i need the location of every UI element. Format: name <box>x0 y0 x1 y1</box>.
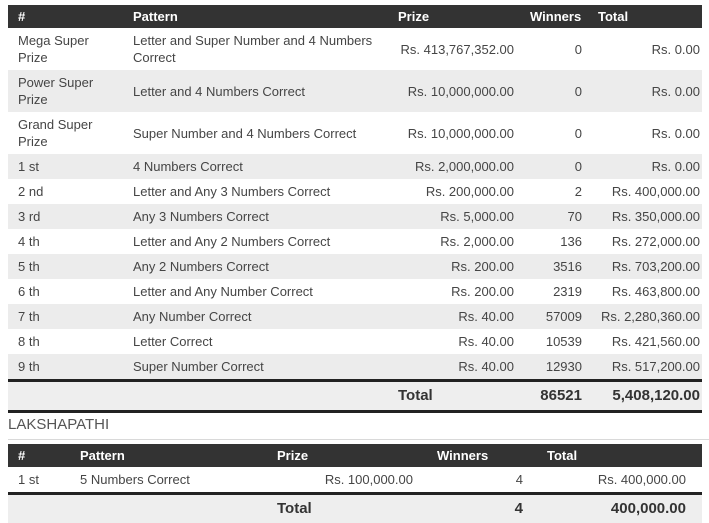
winners-cell: 12930 <box>522 354 590 381</box>
rank-cell: 8 th <box>18 334 40 349</box>
total-cell: Rs. 400,000.00 <box>611 184 700 199</box>
table-row <box>8 70 702 112</box>
total-cell: Rs. 0.00 <box>590 70 702 112</box>
pattern-cell: Any 2 Numbers Correct <box>125 254 390 279</box>
rank-cell: 4 th <box>18 234 40 249</box>
table-row <box>8 279 702 304</box>
winners-cell: 0 <box>522 70 590 112</box>
winners-cell: 136 <box>560 234 582 249</box>
table-row <box>8 254 702 279</box>
rank-cell: 7 th <box>8 304 125 329</box>
pattern-cell: 4 Numbers Correct <box>125 154 390 179</box>
pattern-cell: Letter and Any 2 Numbers Correct <box>133 234 331 249</box>
grand-total-row <box>8 494 702 523</box>
winners-cell: 57009 <box>522 304 590 329</box>
col-header-winners: Winners <box>429 444 539 467</box>
empty-cell <box>8 494 72 523</box>
pattern-cell: Any 3 Numbers Correct <box>125 204 390 229</box>
table-row <box>8 329 702 354</box>
grand-total-row <box>8 381 702 412</box>
pattern-cell: Super Number and 4 Numbers Correct <box>133 125 357 141</box>
col-header-winners: Winners <box>522 5 590 28</box>
col-header-prize: Prize <box>390 5 522 28</box>
prize-cell: Rs. 413,767,352.00 <box>400 41 514 57</box>
total-cell: Rs. 421,560.00 <box>611 334 700 349</box>
prize-cell: Rs. 40.00 <box>390 304 522 329</box>
total-cell: Rs. 0.00 <box>651 125 700 141</box>
table-row <box>8 229 702 254</box>
total-cell: Rs. 0.00 <box>590 154 702 179</box>
col-header-rank: # <box>8 444 72 467</box>
total-cell: Rs. 0.00 <box>651 41 700 57</box>
empty-cell <box>125 381 390 412</box>
table-row <box>8 154 702 179</box>
empty-cell <box>72 494 269 523</box>
section-heading-lakshapathi: LAKSHAPATHI <box>8 417 709 440</box>
pattern-cell: Letter and Any Number Correct <box>133 284 313 299</box>
winners-cell: 10539 <box>545 334 582 349</box>
total-amount-value: 5,408,120.00 <box>590 381 702 412</box>
total-cell: Rs. 2,280,360.00 <box>590 304 702 329</box>
lakshapathi-results-table <box>8 444 702 523</box>
pattern-cell: Super Number Correct <box>125 354 390 381</box>
rank-cell: 2 nd <box>18 184 44 199</box>
col-header-total: Total <box>590 5 702 28</box>
table-row <box>8 467 702 494</box>
pattern-cell: Letter and Super Number and 4 Numbers Correct <box>133 33 373 65</box>
total-amount-value: 400,000.00 <box>539 494 702 523</box>
col-header-total: Total <box>539 444 702 467</box>
total-cell: Rs. 517,200.00 <box>590 354 702 381</box>
col-header-prize: Prize <box>269 444 429 467</box>
winners-cell: 0 <box>522 154 590 179</box>
prize-cell: Rs. 40.00 <box>390 354 522 381</box>
table-row <box>8 204 702 229</box>
empty-cell <box>8 381 125 412</box>
table-row <box>8 304 702 329</box>
prize-cell: Rs. 200.00 <box>451 284 514 299</box>
total-cell: Rs. 350,000.00 <box>590 204 702 229</box>
rank-cell: 3 rd <box>8 204 125 229</box>
table-row <box>8 112 702 154</box>
total-cell: Rs. 463,800.00 <box>611 284 700 299</box>
winners-cell: 0 <box>574 125 582 141</box>
table-row <box>8 354 702 381</box>
pattern-cell: Letter and Any 3 Numbers Correct <box>133 184 331 199</box>
rank-cell: 5 th <box>8 254 125 279</box>
prize-cell: Rs. 5,000.00 <box>390 204 522 229</box>
total-winners-value: 86521 <box>522 381 590 412</box>
table-header-row <box>8 5 702 28</box>
pattern-cell: Letter and 4 Numbers Correct <box>125 70 390 112</box>
rank-cell: 1 st <box>8 154 125 179</box>
total-label: Total <box>390 381 522 412</box>
pattern-cell: Letter Correct <box>133 334 213 349</box>
prize-cell: Rs. 100,000.00 <box>324 472 413 487</box>
col-header-pattern: Pattern <box>125 5 390 28</box>
winners-cell: 2 <box>574 184 582 199</box>
table-row <box>8 28 702 70</box>
table-header-row <box>8 444 702 467</box>
col-header-pattern: Pattern <box>72 444 269 467</box>
total-cell: Rs. 703,200.00 <box>590 254 702 279</box>
total-winners-value: 4 <box>429 494 539 523</box>
pattern-cell: 5 Numbers Correct <box>80 472 190 487</box>
rank-cell: Grand Super Prize <box>18 117 93 149</box>
prize-cell: Rs. 10,000,000.00 <box>390 70 522 112</box>
pattern-cell: Any Number Correct <box>125 304 390 329</box>
winners-cell: 2319 <box>553 284 582 299</box>
rank-cell: Mega Super Prize <box>18 33 89 65</box>
rank-cell: 9 th <box>8 354 125 381</box>
table-row <box>8 179 702 204</box>
prize-cell: Rs. 200,000.00 <box>425 184 514 199</box>
total-cell: Rs. 272,000.00 <box>611 234 700 249</box>
prize-cell: Rs. 10,000,000.00 <box>407 125 514 141</box>
total-label: Total <box>269 494 429 523</box>
winners-cell: 70 <box>522 204 590 229</box>
rank-cell: Power Super Prize <box>8 70 125 112</box>
prize-cell: Rs. 2,000.00 <box>440 234 514 249</box>
rank-cell: 1 st <box>18 472 39 487</box>
prize-cell: Rs. 2,000,000.00 <box>390 154 522 179</box>
prize-cell: Rs. 40.00 <box>458 334 514 349</box>
col-header-rank: # <box>8 5 125 28</box>
prize-cell: Rs. 200.00 <box>390 254 522 279</box>
total-cell: Rs. 400,000.00 <box>597 472 686 487</box>
prize-results-table <box>8 5 702 413</box>
rank-cell: 6 th <box>18 284 40 299</box>
winners-cell: 3516 <box>522 254 590 279</box>
winners-cell: 4 <box>515 472 523 487</box>
winners-cell: 0 <box>574 41 582 57</box>
